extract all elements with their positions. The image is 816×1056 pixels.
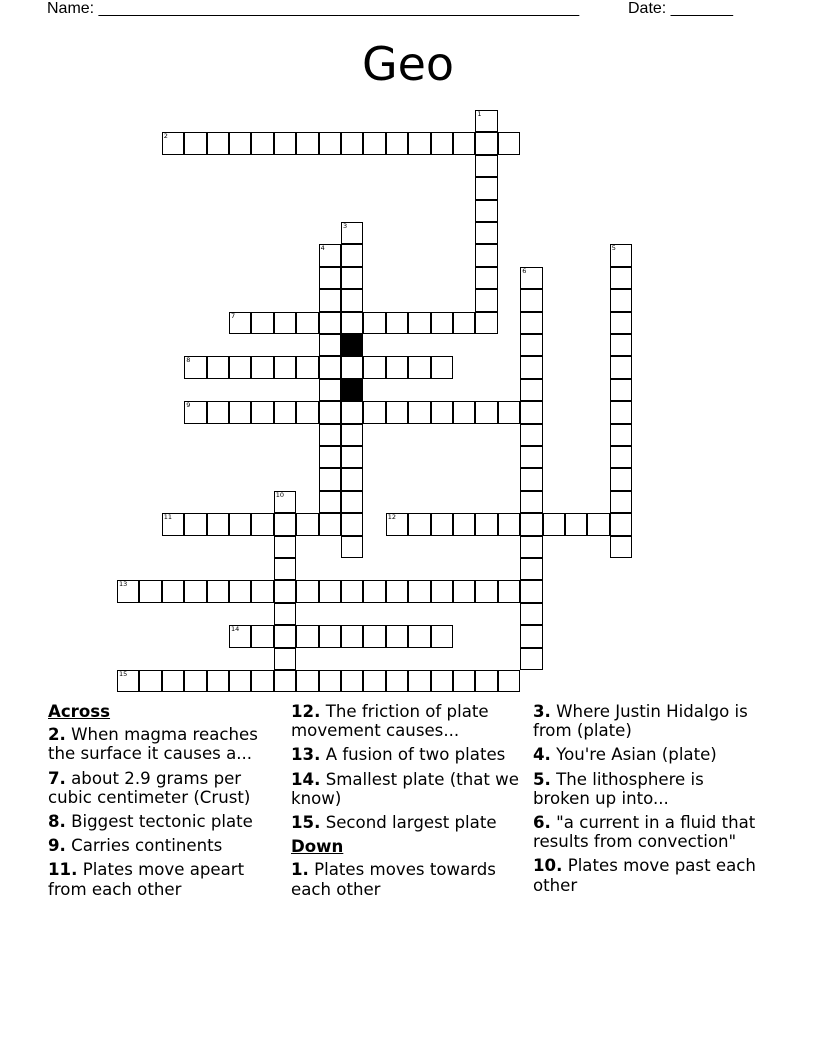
cell-number: 9 xyxy=(186,401,191,410)
clue-down-4: 4. You're Asian (plate) xyxy=(533,745,717,765)
grid-cell[interactable] xyxy=(274,580,296,602)
grid-cell[interactable] xyxy=(296,625,318,647)
clue-across-13: 13. A fusion of two plates xyxy=(291,745,506,765)
grid-cell[interactable] xyxy=(207,132,229,154)
grid-cell[interactable] xyxy=(408,580,430,602)
grid-cell[interactable] xyxy=(319,580,341,602)
clue-column-1 xyxy=(48,702,280,904)
grid-cell[interactable] xyxy=(251,513,273,535)
grid-cell[interactable] xyxy=(475,244,497,266)
clue-across-9: 9. Carries continents xyxy=(48,836,223,856)
grid-cell[interactable] xyxy=(610,491,632,513)
grid-cell[interactable] xyxy=(117,670,139,692)
grid-cell[interactable] xyxy=(296,401,318,423)
clue-across-12: 12. The friction of plate movement causes... xyxy=(291,702,489,741)
header xyxy=(0,0,816,20)
grid-cell[interactable] xyxy=(475,580,497,602)
grid-cell[interactable] xyxy=(498,513,520,535)
grid-cell[interactable] xyxy=(207,513,229,535)
grid-cell[interactable] xyxy=(296,312,318,334)
cell-number: 8 xyxy=(186,356,191,365)
grid-cell[interactable] xyxy=(363,312,385,334)
down-heading: Down xyxy=(291,837,344,857)
grid-cell[interactable] xyxy=(117,580,139,602)
grid-cell[interactable] xyxy=(520,625,542,647)
grid-cell[interactable] xyxy=(229,670,251,692)
grid-cell[interactable] xyxy=(274,603,296,625)
clue-across-7: 7. about 2.9 grams per cubic centimeter (Crust) xyxy=(48,768,251,807)
grid-cell[interactable] xyxy=(520,424,542,446)
grid-cell[interactable] xyxy=(251,356,273,378)
grid-cell[interactable] xyxy=(520,513,542,535)
grid-cell[interactable] xyxy=(610,424,632,446)
grid-cell[interactable] xyxy=(341,132,363,154)
grid-cell[interactable] xyxy=(475,177,497,199)
grid-cell[interactable] xyxy=(341,424,363,446)
grid-cell[interactable] xyxy=(274,401,296,423)
grid-cell[interactable] xyxy=(274,132,296,154)
grid-cell[interactable] xyxy=(319,356,341,378)
grid-cell[interactable] xyxy=(296,513,318,535)
grid-cell[interactable] xyxy=(386,513,408,535)
grid-cell[interactable] xyxy=(274,648,296,670)
grid-cell[interactable] xyxy=(408,670,430,692)
grid-cell[interactable] xyxy=(475,132,497,154)
grid-cell[interactable] xyxy=(520,312,542,334)
clue-across-2: 2. When magma reaches the surface it causes a... xyxy=(48,725,258,764)
grid-cell[interactable] xyxy=(341,625,363,647)
puzzle-title: Geo xyxy=(361,37,455,91)
grid-cell[interactable] xyxy=(543,513,565,535)
grid-cell[interactable] xyxy=(341,289,363,311)
grid-cell[interactable] xyxy=(229,356,251,378)
clue-down-1: 1. Plates moves towards each other xyxy=(291,860,496,899)
grid-cell[interactable] xyxy=(341,446,363,468)
grid-cell[interactable] xyxy=(475,155,497,177)
grid-cell[interactable] xyxy=(251,580,273,602)
grid-cell[interactable] xyxy=(498,401,520,423)
grid-cell[interactable] xyxy=(341,312,363,334)
grid-cell[interactable] xyxy=(610,244,632,266)
cell-number: 4 xyxy=(320,244,325,253)
grid-cell[interactable] xyxy=(184,401,206,423)
grid-cell[interactable] xyxy=(408,356,430,378)
grid-cell[interactable] xyxy=(363,580,385,602)
grid-cell[interactable] xyxy=(587,513,609,535)
grid-cell[interactable] xyxy=(520,356,542,378)
grid-cell[interactable] xyxy=(475,110,497,132)
grid-cell[interactable] xyxy=(363,356,385,378)
grid-cell[interactable] xyxy=(162,132,184,154)
grid-cell[interactable] xyxy=(453,132,475,154)
grid-cell[interactable] xyxy=(610,513,632,535)
grid-cell[interactable] xyxy=(610,356,632,378)
grid-cell[interactable] xyxy=(520,446,542,468)
grid-cell[interactable] xyxy=(319,312,341,334)
grid-cell[interactable] xyxy=(207,356,229,378)
cell-number: 2 xyxy=(163,132,168,141)
grid-cell[interactable] xyxy=(251,132,273,154)
clue-down-5: 5. The lithosphere is broken up into... xyxy=(533,769,704,808)
across-heading: Across xyxy=(48,702,111,721)
grid-cell[interactable] xyxy=(184,513,206,535)
cell-number: 10 xyxy=(275,490,285,499)
grid-cell[interactable] xyxy=(274,558,296,580)
grid-cell[interactable] xyxy=(274,670,296,692)
grid-cell[interactable] xyxy=(296,670,318,692)
grid-cell[interactable] xyxy=(520,401,542,423)
grid-cell[interactable] xyxy=(319,513,341,535)
grid-cell[interactable] xyxy=(610,536,632,558)
grid-cell[interactable] xyxy=(341,222,363,244)
grid-cell[interactable] xyxy=(520,267,542,289)
grid-cell[interactable] xyxy=(184,356,206,378)
grid-cell[interactable] xyxy=(520,603,542,625)
grid-cell[interactable] xyxy=(431,312,453,334)
grid-cell[interactable] xyxy=(520,648,542,670)
grid-cell[interactable] xyxy=(431,625,453,647)
grid-cell[interactable] xyxy=(251,401,273,423)
date-field[interactable]: Date: _______ xyxy=(628,0,733,17)
grid-cell[interactable] xyxy=(319,468,341,490)
grid-cell[interactable] xyxy=(296,132,318,154)
grid-cell[interactable] xyxy=(184,580,206,602)
grid-cell[interactable] xyxy=(610,267,632,289)
cell-number: 14 xyxy=(231,625,240,634)
grid-cell[interactable] xyxy=(363,401,385,423)
grid-cell[interactable] xyxy=(475,401,497,423)
clue-down-3: 3. Where Justin Hidalgo is from (plate) xyxy=(533,702,748,741)
grid-cell[interactable] xyxy=(341,244,363,266)
grid-cell[interactable] xyxy=(319,132,341,154)
grid-cell[interactable] xyxy=(319,267,341,289)
grid-cell[interactable] xyxy=(341,536,363,558)
grid-cell[interactable] xyxy=(520,468,542,490)
grid-cell[interactable] xyxy=(207,670,229,692)
grid-cell[interactable] xyxy=(610,334,632,356)
clue-column-3 xyxy=(533,702,765,900)
black-cell xyxy=(341,334,363,356)
grid-cell[interactable] xyxy=(386,625,408,647)
grid-cell[interactable] xyxy=(386,312,408,334)
grid-cell[interactable] xyxy=(184,670,206,692)
clue-across-11: 11. Plates move apeart from each other xyxy=(48,860,245,899)
grid-cell[interactable] xyxy=(408,312,430,334)
grid-cell[interactable] xyxy=(610,289,632,311)
grid-cell[interactable] xyxy=(408,513,430,535)
grid-cell[interactable] xyxy=(610,401,632,423)
grid-cell[interactable] xyxy=(610,446,632,468)
grid-cell[interactable] xyxy=(610,468,632,490)
grid-cell[interactable] xyxy=(251,312,273,334)
grid-cell[interactable] xyxy=(431,356,453,378)
grid-cell[interactable] xyxy=(431,132,453,154)
grid-cell[interactable] xyxy=(274,625,296,647)
grid-cell[interactable] xyxy=(498,670,520,692)
clue-down-10: 10. Plates move past each other xyxy=(533,856,756,895)
grid-cell[interactable] xyxy=(341,670,363,692)
grid-cell[interactable] xyxy=(319,670,341,692)
grid-cell[interactable] xyxy=(341,513,363,535)
grid-cell[interactable] xyxy=(475,670,497,692)
cell-number: 3 xyxy=(343,222,348,230)
clue-down-6: 6. "a current in a fluid that results from convection" xyxy=(533,813,756,852)
grid-cell[interactable] xyxy=(207,401,229,423)
grid-cell[interactable] xyxy=(251,670,273,692)
grid-cell[interactable] xyxy=(453,312,475,334)
grid-cell[interactable] xyxy=(408,132,430,154)
grid-cell[interactable] xyxy=(274,491,296,513)
cell-number: 5 xyxy=(611,244,616,253)
grid-cell[interactable] xyxy=(498,580,520,602)
grid-cell[interactable] xyxy=(475,312,497,334)
grid-cell[interactable] xyxy=(229,513,251,535)
grid-cell[interactable] xyxy=(274,536,296,558)
grid-cell[interactable] xyxy=(363,625,385,647)
cell-number: 7 xyxy=(231,311,236,320)
grid-cell[interactable] xyxy=(386,401,408,423)
grid-cell[interactable] xyxy=(319,625,341,647)
black-cell xyxy=(341,379,363,401)
grid-cell[interactable] xyxy=(319,401,341,423)
grid-cell[interactable] xyxy=(386,580,408,602)
grid-cell[interactable] xyxy=(341,468,363,490)
grid-cell[interactable] xyxy=(184,132,206,154)
grid-cell[interactable] xyxy=(229,401,251,423)
grid-cell[interactable] xyxy=(162,670,184,692)
grid-cell[interactable] xyxy=(475,289,497,311)
grid-cell[interactable] xyxy=(229,132,251,154)
grid-cell[interactable] xyxy=(386,132,408,154)
grid-cell[interactable] xyxy=(475,513,497,535)
grid-cell[interactable] xyxy=(431,513,453,535)
grid-cell[interactable] xyxy=(453,513,475,535)
grid-cell[interactable] xyxy=(498,132,520,154)
grid-cell[interactable] xyxy=(453,580,475,602)
grid-cell[interactable] xyxy=(341,580,363,602)
grid-cell[interactable] xyxy=(363,670,385,692)
grid-cell[interactable] xyxy=(139,580,161,602)
grid-cell[interactable] xyxy=(475,200,497,222)
cell-number: 12 xyxy=(387,513,397,522)
grid-cell[interactable] xyxy=(274,513,296,535)
grid-cell[interactable] xyxy=(475,222,497,244)
grid-cell[interactable] xyxy=(139,670,161,692)
grid-cell[interactable] xyxy=(520,580,542,602)
clue-column-2 xyxy=(291,702,523,904)
grid-cell[interactable] xyxy=(296,580,318,602)
grid-cell[interactable] xyxy=(296,356,318,378)
grid-cell[interactable] xyxy=(520,289,542,311)
grid-cell[interactable] xyxy=(520,491,542,513)
grid-cell[interactable] xyxy=(251,625,273,647)
grid-cell[interactable] xyxy=(341,356,363,378)
grid-cell[interactable] xyxy=(341,401,363,423)
grid-cell[interactable] xyxy=(229,580,251,602)
clue-across-14: 14. Smallest plate (that we know) xyxy=(291,769,519,808)
cell-number: 1 xyxy=(477,110,482,118)
grid-cell[interactable] xyxy=(475,267,497,289)
grid-cell[interactable] xyxy=(319,446,341,468)
grid-cell[interactable] xyxy=(319,424,341,446)
grid-cell[interactable] xyxy=(229,312,251,334)
grid-cell[interactable] xyxy=(162,580,184,602)
grid-cell[interactable] xyxy=(520,379,542,401)
grid-cell[interactable] xyxy=(610,312,632,334)
grid-cell[interactable] xyxy=(319,379,341,401)
clue-across-15: 15. Second largest plate xyxy=(291,813,497,833)
name-field[interactable]: Name: ______________________________________________________ xyxy=(47,0,580,17)
grid-cell[interactable] xyxy=(431,670,453,692)
grid-cell[interactable] xyxy=(274,356,296,378)
grid-cell[interactable] xyxy=(229,625,251,647)
clue-across-8: 8. Biggest tectonic plate xyxy=(48,812,253,832)
grid-cell[interactable] xyxy=(341,491,363,513)
grid-cell[interactable] xyxy=(363,132,385,154)
grid-cell[interactable] xyxy=(319,289,341,311)
grid-cell[interactable] xyxy=(431,401,453,423)
grid-cell[interactable] xyxy=(319,491,341,513)
grid-cell[interactable] xyxy=(162,513,184,535)
cell-number: 6 xyxy=(522,266,527,275)
grid-cell[interactable] xyxy=(520,558,542,580)
grid-cell[interactable] xyxy=(207,580,229,602)
grid-cell[interactable] xyxy=(319,334,341,356)
grid-cell[interactable] xyxy=(274,312,296,334)
grid-cell[interactable] xyxy=(520,536,542,558)
grid-cell[interactable] xyxy=(520,334,542,356)
grid-cell[interactable] xyxy=(565,513,587,535)
grid-cell[interactable] xyxy=(319,244,341,266)
grid-cell[interactable] xyxy=(408,625,430,647)
grid-cell[interactable] xyxy=(386,670,408,692)
cell-number: 11 xyxy=(163,513,173,522)
grid-cell[interactable] xyxy=(453,670,475,692)
grid-cell[interactable] xyxy=(408,401,430,423)
grid-cell[interactable] xyxy=(431,580,453,602)
cell-number: 15 xyxy=(119,670,128,678)
grid-cell[interactable] xyxy=(386,356,408,378)
grid-cell[interactable] xyxy=(610,379,632,401)
grid-cell[interactable] xyxy=(453,401,475,423)
cell-number: 13 xyxy=(119,580,128,589)
grid-cell[interactable] xyxy=(341,267,363,289)
